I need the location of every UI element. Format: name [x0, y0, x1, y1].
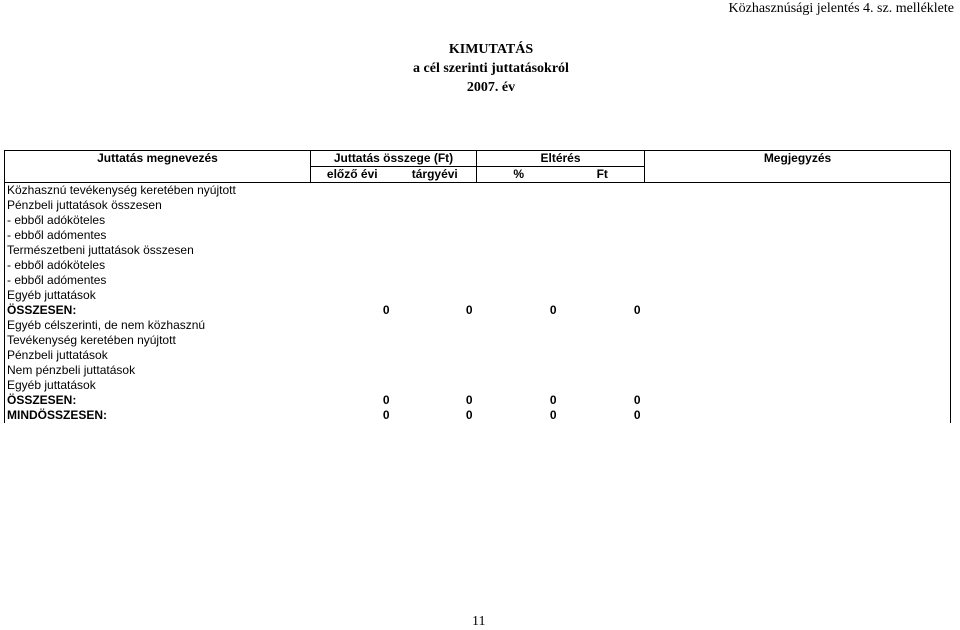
- row-label: Pénzbeli juttatások: [5, 348, 311, 363]
- row-curr-value: [394, 333, 477, 348]
- row-pct-value: [477, 183, 561, 199]
- table-row: [5, 363, 951, 378]
- table-row: [5, 183, 951, 199]
- row-ft-value: [561, 258, 645, 273]
- table-row: [5, 288, 951, 303]
- row-label: Egyéb juttatások: [5, 378, 311, 393]
- row-prev-value: [311, 318, 394, 333]
- row-note: [645, 183, 951, 199]
- row-prev-value: 0: [382, 303, 390, 317]
- row-curr-value: 0: [465, 393, 473, 407]
- row-prev-value: [311, 273, 394, 288]
- row-ft-value: [561, 363, 645, 378]
- row-ft-value: [561, 228, 645, 243]
- row-pct-value: [477, 378, 561, 393]
- row-curr-value: 0: [465, 303, 473, 317]
- benefits-table: [4, 150, 951, 423]
- row-ft-value: [561, 243, 645, 258]
- row-ft-value: 0: [633, 408, 641, 422]
- header-row-2: [5, 167, 951, 183]
- title-line-2: a cél szerinti juttatásokról: [413, 61, 569, 76]
- sub-header-prev: előző évi: [311, 167, 394, 183]
- sub-header-pct: %: [477, 167, 561, 183]
- page-number: 11: [472, 614, 486, 629]
- table-row: [5, 333, 951, 348]
- row-note: [645, 333, 951, 348]
- row-note: [645, 408, 951, 423]
- row-curr-value: [394, 183, 477, 199]
- row-ft-value: 0: [633, 303, 641, 317]
- row-pct-value: 0: [549, 408, 557, 422]
- table-body: [5, 183, 951, 424]
- row-curr-value: [394, 258, 477, 273]
- row-prev-value: 0: [382, 408, 390, 422]
- row-prev-value: [311, 198, 394, 213]
- sub-header-ft: Ft: [561, 167, 645, 183]
- annex-label: Közhasznúsági jelentés 4. sz. melléklete: [728, 1, 954, 16]
- row-curr-value: [394, 363, 477, 378]
- row-pct-value: [477, 288, 561, 303]
- row-label: Nem pénzbeli juttatások: [5, 363, 311, 378]
- row-prev-value: [311, 378, 394, 393]
- table-row: [5, 318, 951, 333]
- row-pct-value: [477, 228, 561, 243]
- row-pct-value: [477, 348, 561, 363]
- table-row: [5, 348, 951, 363]
- row-note: [645, 273, 951, 288]
- col-header-diff: Eltérés: [477, 151, 645, 167]
- row-label: Természetbeni juttatások összesen: [5, 243, 311, 258]
- row-curr-value: [394, 243, 477, 258]
- row-label: - ebből adómentes: [5, 273, 311, 288]
- row-note: [645, 198, 951, 213]
- table-row: [5, 258, 951, 273]
- report-title: [0, 40, 960, 97]
- row-curr-value: [394, 213, 477, 228]
- table-row: [5, 378, 951, 393]
- table-row: [5, 243, 951, 258]
- row-label: Egyéb célszerinti, de nem közhasznú: [5, 318, 311, 333]
- row-prev-value: [311, 348, 394, 363]
- row-ft-value: [561, 333, 645, 348]
- table-row: [5, 303, 951, 318]
- row-curr-value: [394, 348, 477, 363]
- row-ft-value: [561, 198, 645, 213]
- col-header-amount: Juttatás összege (Ft): [311, 151, 477, 167]
- row-pct-value: [477, 333, 561, 348]
- row-curr-value: [394, 288, 477, 303]
- row-note: [645, 393, 951, 408]
- row-pct-value: [477, 363, 561, 378]
- row-ft-value: [561, 213, 645, 228]
- table-row: [5, 228, 951, 243]
- row-ft-value: [561, 288, 645, 303]
- row-curr-value: [394, 318, 477, 333]
- row-note: [645, 303, 951, 318]
- row-note: [645, 213, 951, 228]
- row-ft-value: [561, 183, 645, 199]
- row-label: ÖSSZESEN:: [5, 393, 311, 408]
- col-header-note: Megjegyzés: [645, 151, 951, 167]
- table-row: [5, 213, 951, 228]
- row-pct-value: [477, 258, 561, 273]
- row-ft-value: [561, 378, 645, 393]
- row-note: [645, 318, 951, 333]
- row-pct-value: [477, 243, 561, 258]
- row-prev-value: [311, 213, 394, 228]
- row-note: [645, 288, 951, 303]
- sub-header-curr: tárgyévi: [394, 167, 477, 183]
- title-line-3: 2007. év: [466, 80, 516, 95]
- row-note: [645, 228, 951, 243]
- col-header-name: Juttatás megnevezés: [5, 151, 311, 167]
- row-prev-value: [311, 228, 394, 243]
- row-prev-value: [311, 363, 394, 378]
- row-label: MINDÖSSZESEN:: [5, 408, 311, 423]
- row-curr-value: 0: [465, 408, 473, 422]
- row-label: Egyéb juttatások: [5, 288, 311, 303]
- row-prev-value: [311, 333, 394, 348]
- row-pct-value: [477, 213, 561, 228]
- row-pct-value: [477, 273, 561, 288]
- row-prev-value: [311, 183, 394, 199]
- row-note: [645, 348, 951, 363]
- row-label: Közhasznú tevékenység keretében nyújtott: [5, 183, 311, 199]
- row-curr-value: [394, 378, 477, 393]
- row-pct-value: [477, 318, 561, 333]
- table-row: [5, 393, 951, 408]
- row-label: - ebből adóköteles: [5, 213, 311, 228]
- row-curr-value: [394, 273, 477, 288]
- row-ft-value: [561, 273, 645, 288]
- table-row: [5, 273, 951, 288]
- row-ft-value: [561, 348, 645, 363]
- row-pct-value: 0: [549, 393, 557, 407]
- row-note: [645, 243, 951, 258]
- row-prev-value: [311, 258, 394, 273]
- row-ft-value: [561, 318, 645, 333]
- row-curr-value: [394, 228, 477, 243]
- row-note: [645, 258, 951, 273]
- row-label: - ebből adóköteles: [5, 258, 311, 273]
- row-pct-value: 0: [549, 303, 557, 317]
- row-label: Tevékenység keretében nyújtott: [5, 333, 311, 348]
- row-ft-value: 0: [633, 393, 641, 407]
- row-note: [645, 363, 951, 378]
- row-pct-value: [477, 198, 561, 213]
- row-note: [645, 378, 951, 393]
- row-prev-value: [311, 288, 394, 303]
- row-prev-value: [311, 243, 394, 258]
- row-label: - ebből adómentes: [5, 228, 311, 243]
- row-prev-value: 0: [382, 393, 390, 407]
- title-line-1: KIMUTATÁS: [448, 42, 534, 57]
- table-row: [5, 198, 951, 213]
- row-label: Pénzbeli juttatások összesen: [5, 198, 311, 213]
- row-curr-value: [394, 198, 477, 213]
- table-row: [5, 408, 951, 423]
- row-label: ÖSSZESEN:: [5, 303, 311, 318]
- header-row-1: [5, 151, 951, 167]
